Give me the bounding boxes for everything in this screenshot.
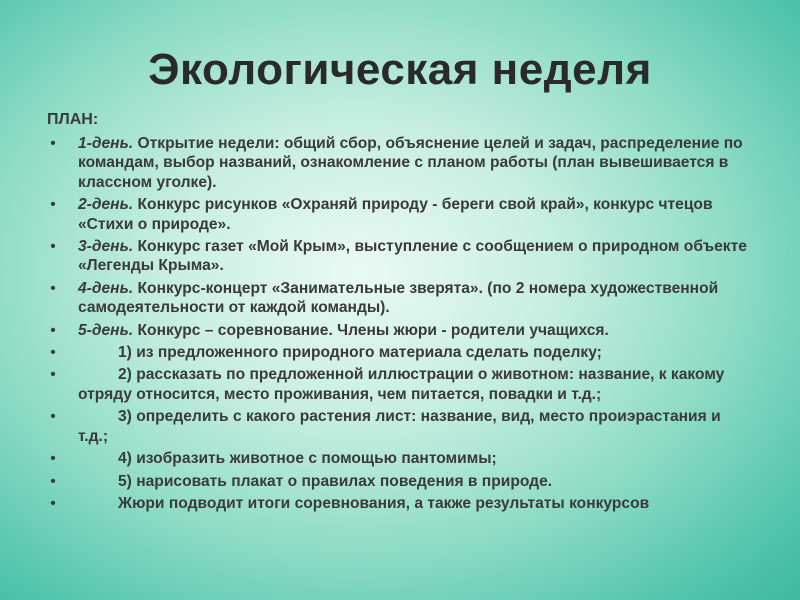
- task-text: Жюри подводит итоги соревнования, а также результаты конкурсов: [118, 494, 650, 512]
- bullet-icon: •: [50, 196, 56, 214]
- day-description: Конкурс газет «Мой Крым», выступление с сообщением о природном объекте «Легенды Крыма».: [78, 238, 747, 275]
- task-text: 2) рассказать по предложенной иллюстрации о животном: название, к какому отряду относится, место проживания, чем питается, повадки и т.д.;: [78, 366, 725, 403]
- bullet-icon: •: [50, 135, 56, 152]
- bullet-icon: •: [50, 450, 56, 468]
- list-item-day-3: [44, 237, 754, 276]
- day-description: Открытие недели: общий сбор, объяснение целей и задач, распределение по командам, выбор названий, ознакомление с планом работы (план вывешивается в классном уголке).: [78, 135, 743, 191]
- list-item-day-5: [44, 321, 754, 340]
- list-item-task-1: [44, 343, 754, 362]
- list-item-day-2: [44, 195, 754, 234]
- list-item-jury-summary: [44, 494, 754, 513]
- list-item-task-3: [44, 407, 754, 446]
- plan-label: ПЛАН:: [47, 111, 99, 128]
- bullet-icon: •: [50, 344, 56, 362]
- list-item-task-5: [44, 472, 754, 491]
- day-description: Конкурс-концерт «Занимательные зверята». (по 2 номера художественной самодеятельности от каждой команды).: [78, 279, 719, 317]
- day-description: Конкурс – соревнование. Члены жюри - родители учащихся.: [133, 321, 609, 339]
- plan-list: [44, 134, 754, 516]
- bullet-icon: •: [50, 321, 56, 339]
- bullet-icon: •: [50, 238, 56, 256]
- task-text: 5) нарисовать плакат о правилах поведения в природе.: [118, 472, 553, 490]
- bullet-icon: •: [50, 279, 56, 297]
- day-label: 5-день.: [78, 321, 134, 339]
- list-item-day-1: [44, 134, 754, 192]
- bullet-icon: •: [50, 472, 56, 490]
- day-label: 1-день.: [78, 135, 134, 152]
- bullet-icon: •: [50, 494, 56, 512]
- bullet-icon: •: [50, 366, 56, 384]
- task-text: 1) из предложенного природного материала сделать поделку;: [118, 344, 602, 362]
- task-text: 4) изобразить животное с помощью пантомимы;: [118, 450, 497, 468]
- page-title: Экологическая неделя: [148, 45, 652, 94]
- day-label: 3-день.: [78, 238, 134, 256]
- list-item-task-2: [44, 365, 754, 404]
- day-label: 2-день.: [78, 196, 134, 214]
- bullet-icon: •: [50, 408, 56, 426]
- day-label: 4-день.: [78, 279, 134, 297]
- task-text: 3) определить с какого растения лист: название, вид, место проиэрастания и т.д.;: [78, 408, 721, 445]
- list-item-task-4: [44, 449, 754, 468]
- list-item-day-4: [44, 279, 754, 318]
- day-description: Конкурс рисунков «Охраняй природу - береги свой край», конкурс чтецов «Стихи о природе».: [78, 196, 713, 233]
